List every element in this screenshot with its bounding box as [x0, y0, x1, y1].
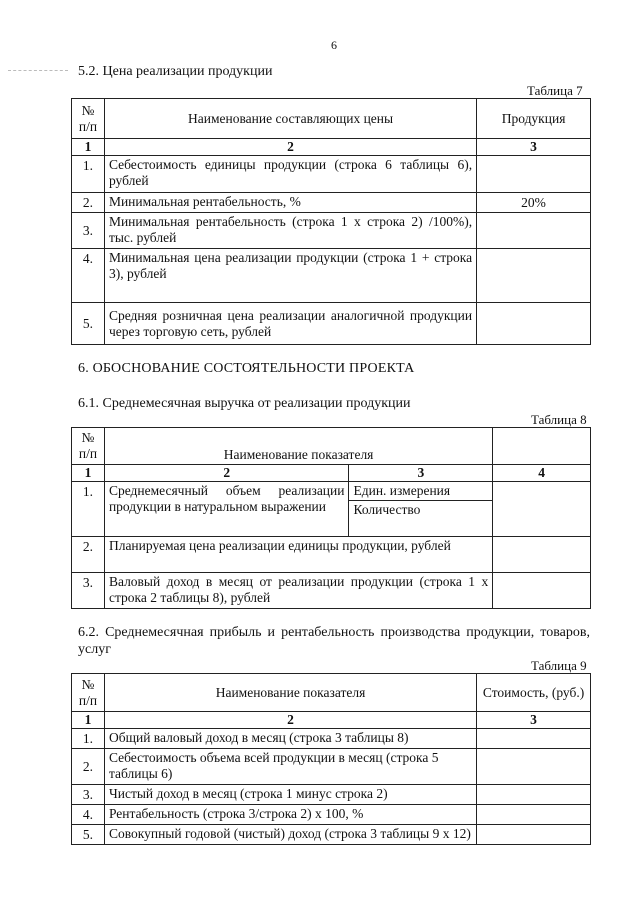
section-6-2-heading: 6.2. Среднемесячная прибыль и рентабельность производства продукции, товаров, услуг — [78, 625, 590, 657]
table-header-row — [72, 674, 591, 712]
header-cost: Стоимость, (руб.) — [477, 674, 591, 712]
row-value — [477, 303, 591, 345]
table-row — [72, 729, 591, 749]
row-number: 1. — [72, 156, 105, 193]
table-row — [72, 193, 591, 213]
row-name: Себестоимость объема всей продукции в месяц (строка 5 таблицы 6) — [104, 749, 476, 785]
row-name: Валовый доход в месяц от реализации продукции (строка 1 х строка 2 таблицы 8), рублей — [104, 573, 492, 609]
col-number-1: 1 — [72, 465, 105, 482]
table-header-row — [72, 99, 591, 139]
table-row — [72, 825, 591, 845]
col-number-3: 3 — [477, 712, 591, 729]
header-number: № п/п — [72, 99, 105, 139]
row-value: 20% — [477, 193, 591, 213]
header-name: Наименование составляющих цены — [104, 99, 476, 139]
row-number: 2. — [72, 749, 105, 785]
quantity-label: Количество — [349, 501, 493, 537]
col-number-1: 1 — [72, 712, 105, 729]
row-value — [477, 213, 591, 249]
header-product: Продукция — [477, 99, 591, 139]
row-value — [493, 537, 591, 573]
row-name: Чистый доход в месяц (строка 1 минус строка 2) — [104, 785, 476, 805]
header-number: № п/п — [72, 428, 105, 465]
col-number-3: 3 — [477, 139, 591, 156]
row-value — [477, 825, 591, 845]
row-name: Совокупный годовой (чистый) доход (строка 3 таблицы 9 х 12) — [104, 825, 476, 845]
row-number: 4. — [72, 249, 105, 303]
table-row — [72, 213, 591, 249]
table-row — [72, 156, 591, 193]
header-name: Наименование показателя — [104, 674, 476, 712]
col-number-4: 4 — [493, 465, 591, 482]
table-row — [72, 303, 591, 345]
table-row — [72, 805, 591, 825]
col-number-2: 2 — [104, 712, 476, 729]
table-row — [72, 537, 591, 573]
col-number-2: 2 — [104, 139, 476, 156]
row-value — [477, 749, 591, 785]
table-header-row — [72, 428, 591, 465]
row-number: 5. — [72, 303, 105, 345]
section-5-2-heading: 5.2. Цена реализации продукции — [78, 64, 273, 79]
row-value — [477, 156, 591, 193]
table-row — [72, 785, 591, 805]
table-7 — [71, 98, 591, 345]
row-name: Минимальная рентабельность (строка 1 х строка 2) /100%), тыс. рублей — [104, 213, 476, 249]
header-name: Наименование показателя — [104, 428, 492, 465]
table-row — [72, 749, 591, 785]
row-name: Минимальная цена реализации продукции (строка 1 + строка 3), рублей — [104, 249, 476, 303]
row-number: 4. — [72, 805, 105, 825]
table-row — [72, 482, 591, 501]
page-number: 6 — [331, 38, 337, 52]
row-name: Среднемесячный объем реализации продукции в натуральном выражении — [104, 482, 349, 537]
row-number: 5. — [72, 825, 105, 845]
row-number: 3. — [72, 573, 105, 609]
header-empty — [493, 428, 591, 465]
row-name: Себестоимость единицы продукции (строка 6 таблицы 6), рублей — [104, 156, 476, 193]
row-name: Планируемая цена реализации единицы продукции, рублей — [104, 537, 492, 573]
section-6-heading: 6. ОБОСНОВАНИЕ СОСТОЯТЕЛЬНОСТИ ПРОЕКТА — [78, 361, 415, 376]
row-value — [493, 573, 591, 609]
row-value — [477, 729, 591, 749]
row-value — [477, 785, 591, 805]
row-value — [493, 482, 591, 537]
unit-label: Един. измерения — [349, 482, 493, 501]
row-name: Рентабельность (строка 3/строка 2) х 100, % — [104, 805, 476, 825]
table-8 — [71, 427, 591, 609]
row-name: Минимальная рентабельность, % — [104, 193, 476, 213]
row-number: 1. — [72, 729, 105, 749]
row-value — [477, 249, 591, 303]
col-number-3: 3 — [349, 465, 493, 482]
row-name: Средняя розничная цена реализации аналогичной продукции через торговую сеть, рублей — [104, 303, 476, 345]
row-number: 2. — [72, 193, 105, 213]
row-number: 2. — [72, 537, 105, 573]
scan-artifact — [8, 70, 68, 71]
header-number: № п/п — [72, 674, 105, 712]
row-number: 3. — [72, 213, 105, 249]
table9-caption: Таблица 9 — [531, 658, 587, 673]
row-number: 1. — [72, 482, 105, 537]
table-row — [72, 573, 591, 609]
table7-caption: Таблица 7 — [527, 83, 583, 98]
col-number-1: 1 — [72, 139, 105, 156]
row-name: Общий валовый доход в месяц (строка 3 таблицы 8) — [104, 729, 476, 749]
row-value — [477, 805, 591, 825]
column-number-row — [72, 465, 591, 482]
col-number-2: 2 — [104, 465, 349, 482]
row-number: 3. — [72, 785, 105, 805]
table-row — [72, 249, 591, 303]
column-number-row — [72, 139, 591, 156]
column-number-row — [72, 712, 591, 729]
section-6-1-heading: 6.1. Среднемесячная выручка от реализации продукции — [78, 396, 411, 411]
table-9 — [71, 673, 591, 845]
table8-caption: Таблица 8 — [531, 412, 587, 427]
